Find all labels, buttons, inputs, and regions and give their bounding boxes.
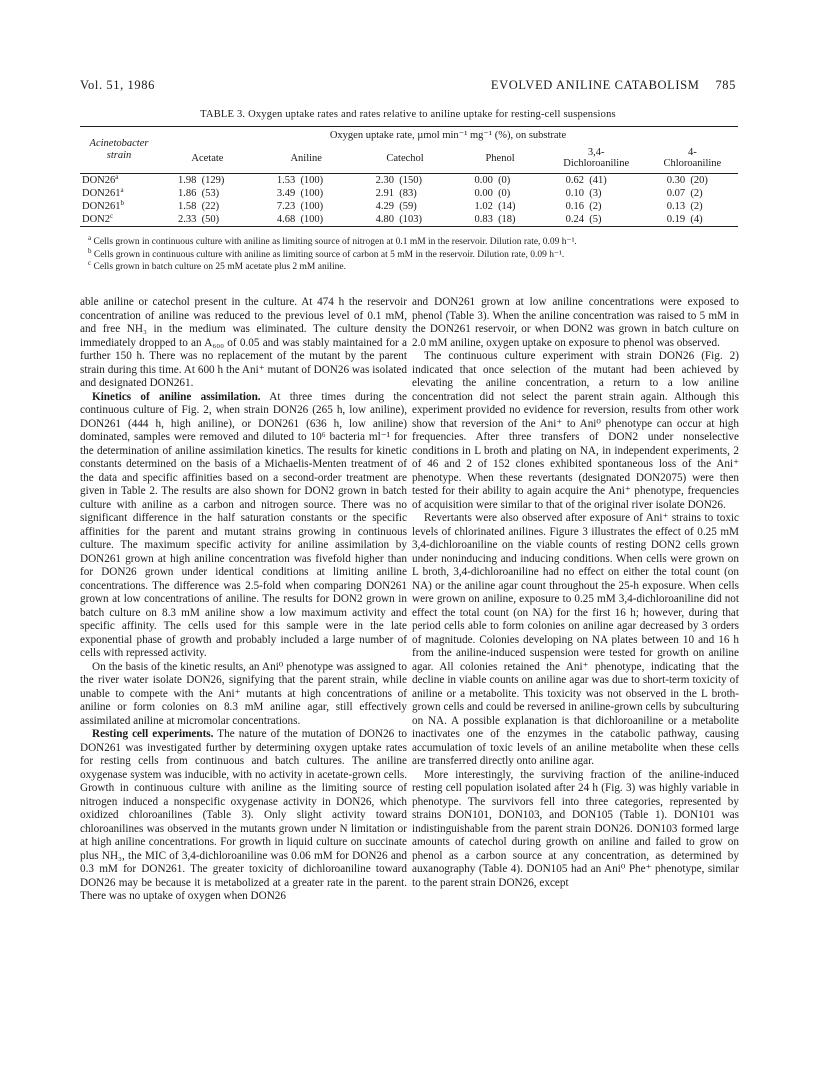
value-cell: 0.62 (41) [565, 175, 607, 186]
paragraph: More interestingly, the surviving fraction of the aniline-induced resting cell population isolated after 24 h (Fig. 3) was highly variable in phenotype. The survivors fell into three categories, represented by strains DON101, DON103, and DON105 (Table 1). DON101 was indistinguishable from the parent strain DON26. DON103 formed large amounts of catechol during growth on aniline and failed to grow on phenol as a carbon source at any concentration, as determined by auxanography (Table 4). DON105 had an Ani⁰ Phe⁺ phenotype, similar to the parent strain DON26, except [412, 768, 739, 889]
value-cell: 2.30 (150) [375, 175, 422, 186]
paragraph: able aniline or catechol present in the culture. At 474 h the reservoir concentration of aniline was reduced to the previous level of 0.1 mM, and free NH₃ in the medium was eliminated. The culture density immediately dropped to an A₆₀₀ of 0.05 and was stably maintained for a further 150 h. There was no replacement of the mutant by the parent strain during this time. At 600 h the Ani⁺ mutant of DON26 was isolated and designated DON261. [80, 296, 407, 389]
col-header-chloroaniline: 4- Chloroaniline [663, 147, 722, 169]
oxygen-uptake-table [80, 126, 738, 227]
value-cell: 4.29 (59) [375, 201, 417, 212]
table-footnote: $^a$ Cells grown in continuous culture with aniline as limiting source of nitrogen at 0.1 mM in the reservoir. Dilution rate, 0.09 h⁻¹. [88, 234, 577, 247]
value-cell: 4.80 (103) [375, 214, 422, 225]
value-cell: 1.98 (129) [178, 175, 225, 186]
strain-cell: DON26$^a$ [82, 173, 119, 186]
table-row [80, 187, 738, 200]
table-row [80, 213, 738, 227]
col-header-aniline: Aniline [290, 152, 322, 164]
table-footnote: $^c$ Cells grown in batch culture on 25 mM acetate plus 2 mM aniline. [88, 259, 346, 272]
paragraph: On the basis of the kinetic results, an Ani⁰ phenotype was assigned to the river water isolate DON26, signifying that the parent strain, while unable to compete with the Ani⁺ mutants at high concentrations of aniline or form colonies on 8.3 mM aniline agar, still effectively assimilated aniline at micromolar concentrations. [80, 660, 407, 727]
right-column [412, 296, 739, 890]
group-header: Oxygen uptake rate, µmol min⁻¹ mg⁻¹ (%), on substrate [329, 130, 567, 141]
strain-column-header: Acinetobacter strain [80, 127, 158, 174]
value-cell: 0.07 (2) [666, 188, 703, 199]
value-cell: 0.10 (3) [565, 188, 602, 199]
value-cell: 0.16 (2) [565, 201, 602, 212]
table-row [80, 174, 738, 188]
value-cell: 0.83 (18) [474, 214, 516, 225]
value-cell: 3.49 (100) [276, 188, 324, 199]
value-cell: 1.86 (53) [178, 188, 220, 199]
col-header-catechol: Catechol [386, 152, 424, 164]
col-header-phenol: Phenol [485, 152, 515, 164]
paragraph: Resting cell experiments. The nature of the mutation of DON26 to DON261 was investigated further by determining oxygen uptake rates for resting cells from continuous and batch cultures. The aniline oxygenase system was inducible, with no activity in acetate-grown cells. Growth in continuous culture with aniline as the limiting source of nitrogen induced a nonspecific oxygenase activity in DON26, which oxidized chloroanilines (Table 3). Only slight activity toward chloroanilines was observed in the mutants grown under N limitation or at high aniline concentrations. For growth in liquid culture on succinate plus NH₃, the MIC of 3,4-dichloroaniline was 0.06 mM for DON26 and 0.3 mM for DON261. The greater toxicity of dichloroaniline toward DON26 may be because it is metabolized at a greater rate in the parent. There was no uptake of oxygen when DON26 [80, 728, 407, 902]
paragraph: and DON261 grown at low aniline concentrations were exposed to phenol (Table 3). When the aniline concentration was raised to 5 mM in the DON261 reservoir, or when DON2 was grown in batch culture on 2.0 mM aniline, oxygen uptake on exposure to phenol was observed. [412, 296, 739, 349]
paragraph: Revertants were also observed after exposure of Ani⁺ strains to toxic levels of chlorinated anilines. Figure 3 illustrates the effect of 0.25 mM 3,4-dichloroaniline on the viable counts of resting DON2 cells grown under noninducing and inducing conditions. When cells were grown on L broth, 3,4-dichloroaniline had no effect on either the total count (on NA) or the aniline agar count throughout the 25-h exposure. When cells were grown on aniline, exposure to 0.25 mM 3,4-dichloroaniline did not effect the total count (on NA) for the first 16 h; however, during that period cells able to form colonies on aniline agar decreased by 3 orders of magnitude. Colonies developing on NA plates between 10 and 16 h from the aniline-induced suspension were tested for growth on aniline agar. All colonies retained the Ani⁺ phenotype, indicating that the decline in viable counts on aniline agar was due to short-term toxicity of aniline or a metabolite. This toxicity was not observed in the L broth-grown cells and could be reversed in aniline-grown cells by subculturing on NA. A possible explanation is that dichloroaniline or a metabolite inactivates one of the enzymes in the catabolic pathway, causing accumulation of toxic levels of an aniline metabolite when these cells are transferred directly onto aniline agar. [412, 512, 739, 767]
value-cell: 0.30 (20) [666, 175, 708, 186]
value-cell: 1.02 (14) [474, 201, 516, 212]
col-header-dichloroaniline: 3,4- Dichloroaniline [563, 147, 630, 169]
value-cell: 4.68 (100) [276, 214, 324, 225]
value-cell: 2.91 (83) [375, 188, 417, 199]
table-row [80, 200, 738, 213]
paragraph: Kinetics of aniline assimilation. At three times during the continuous culture of Fig. 2, when strain DON26 (265 h, low aniline), DON261 (444 h, high aniline), or DON261 (636 h, low aniline) dominated, samples were removed and diluted to 10⁶ bacteria ml⁻¹ for the determination of aniline assimilation kinetics. The results for kinetic constants determined on the basis of a Michaelis-Menten treatment of the data and specific affinities based on a second-order treatment are given in Table 2. The results are also shown for DON2 grown in batch culture with aniline as a carbon and nitrogen source. There was no significant difference in the half saturation constants or the specific affinities for the parent and mutant strains growing in continuous culture. The maximum specific activity for aniline assimilation by DON261 grown at high aniline concentration was fivefold higher than for DON26 grown under identical conditions at limiting aniline concentrations. The difference was 2.5-fold when comparing DON261 grown at low concentrations of aniline. The results for DON2 grown in batch culture on 8.3 mM aniline show a low maximum activity and specific affinity. The cells used for this sample were in the late exponential phase of growth and probably included a large number of cells with repressed activity. [80, 390, 407, 659]
running-header-volume: Vol. 51, 1986 [80, 78, 155, 92]
value-cell: 0.13 (2) [666, 201, 703, 212]
strain-cell: DON261$^b$ [82, 199, 124, 212]
table-footnote: $^b$ Cells grown in continuous culture with aniline as limiting source of carbon at 5 mM in the reservoir. Dilution rate, 0.09 h⁻¹. [88, 247, 565, 260]
value-cell: 0.00 (0) [474, 175, 511, 186]
section-heading: Resting cell experiments. [92, 728, 214, 740]
value-cell: 0.00 (0) [474, 188, 511, 199]
value-cell: 0.24 (5) [565, 214, 602, 225]
value-cell: 1.58 (22) [178, 201, 220, 212]
value-cell: 1.53 (100) [276, 175, 324, 186]
paragraph: The continuous culture experiment with strain DON26 (Fig. 2) indicated that once selection of the mutant had been achieved by elevating the aniline concentration, a return to a low aniline concentration did not select the parent strain again. Although this experiment provided no evidence for reversion, results from other work show that reversion of the Ani⁺ to Ani⁰ phenotype can occur at high frequencies. After three transfers of DON2 under nonselective conditions in L broth and plating on NA, in independent experiments, 2 of 46 and 2 of 152 clones exhibited spontaneous loss of the Ani⁺ phenotype. When these revertants (designated DON2075) were then tested for their ability to again acquire the Ani⁺ phenotype, frequencies of acquisition were similar to that of the original river isolate DON26. [412, 350, 739, 511]
running-header-right [491, 78, 736, 93]
value-cell: 7.23 (100) [276, 201, 324, 212]
value-cell: 0.19 (4) [666, 214, 703, 225]
strain-cell: DON261$^a$ [82, 186, 124, 199]
table-caption: TABLE 3. Oxygen uptake rates and rates relative to aniline uptake for resting-cell suspensions [200, 109, 616, 120]
col-header-acetate: Acetate [191, 152, 224, 164]
running-title: EVOLVED ANILINE CATABOLISM [490, 78, 700, 92]
left-column [80, 296, 407, 904]
section-heading: Kinetics of aniline assimilation. [92, 390, 261, 403]
strain-cell: DON2$^c$ [82, 212, 114, 225]
page-number: 785 [715, 78, 736, 92]
value-cell: 2.33 (50) [178, 214, 220, 225]
